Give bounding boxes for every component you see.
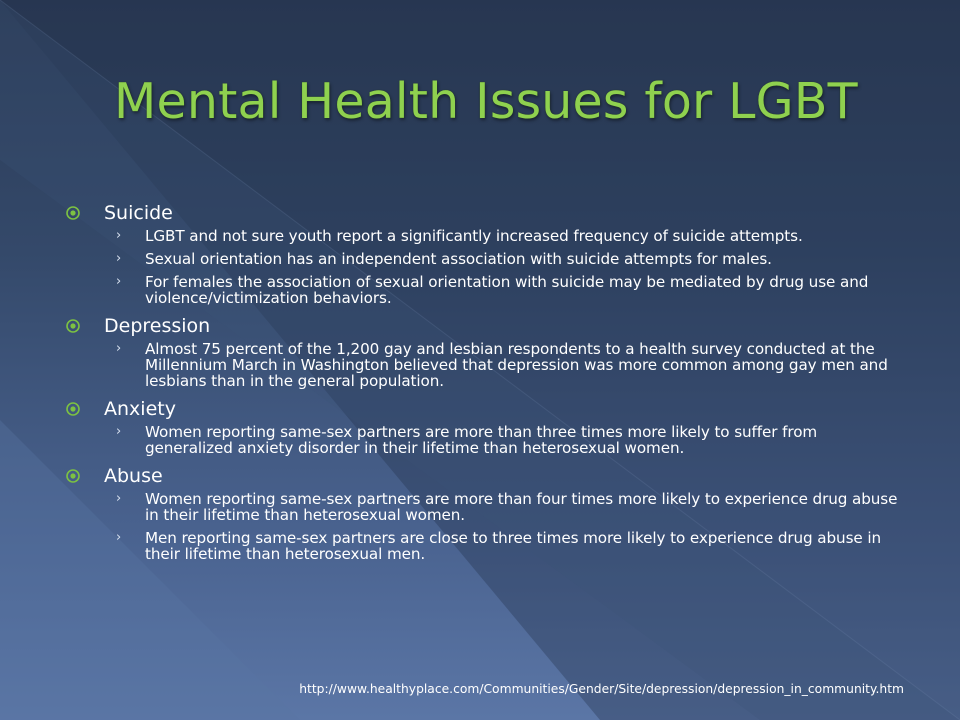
source-link[interactable]: http://www.healthyplace.com/Communities/Gender/Site/depression/depression_in_community.htm [299, 682, 904, 696]
chevron-right-icon: › [116, 530, 122, 545]
section-heading-text: Suicide [104, 202, 173, 224]
target-bullet-icon [66, 206, 80, 220]
list-item [66, 491, 906, 523]
section-suicide [66, 200, 906, 306]
list-item [66, 530, 906, 562]
sub-list [66, 228, 906, 306]
section-heading [66, 313, 906, 339]
target-bullet-icon [66, 319, 80, 333]
list-item-text: Women reporting same-sex partners are more than three times more likely to suffer from generalized anxiety disorder in their lifetime than heterosexual women. [145, 423, 818, 457]
list-item [66, 228, 906, 244]
list-item-text: For females the association of sexual orientation with suicide may be mediated by drug use and violence/victimization behaviors. [145, 273, 869, 307]
list-item-text: Women reporting same-sex partners are more than four times more likely to experience drug abuse in their lifetime than heterosexual women. [145, 490, 898, 524]
chevron-right-icon: › [116, 424, 122, 439]
list-item [66, 274, 906, 306]
list-item-text: Men reporting same-sex partners are close to three times more likely to experience drug abuse in their lifetime than heterosexual men. [145, 529, 882, 563]
section-heading-text: Abuse [104, 465, 163, 487]
target-bullet-icon [66, 469, 80, 483]
list-item-text: Sexual orientation has an independent association with suicide attempts for males. [145, 250, 772, 268]
chevron-right-icon: › [116, 491, 122, 506]
chevron-right-icon: › [116, 341, 122, 356]
list-item [66, 251, 906, 267]
slide-title: Mental Health Issues for LGBT [114, 73, 858, 130]
chevron-right-icon: › [116, 251, 122, 266]
section-heading [66, 200, 906, 226]
list-item-text: LGBT and not sure youth report a significantly increased frequency of suicide attempts. [145, 227, 803, 245]
sub-list [66, 491, 906, 562]
section-abuse [66, 463, 906, 562]
chevron-right-icon: › [116, 228, 122, 243]
target-bullet-icon [66, 402, 80, 416]
section-depression [66, 313, 906, 389]
section-anxiety [66, 396, 906, 456]
section-heading [66, 396, 906, 422]
section-heading-text: Anxiety [104, 398, 176, 420]
list-item [66, 424, 906, 456]
section-heading [66, 463, 906, 489]
bullet-content [66, 200, 906, 569]
chevron-right-icon: › [116, 274, 122, 289]
sub-list [66, 424, 906, 456]
list-item [66, 341, 906, 389]
list-item-text: Almost 75 percent of the 1,200 gay and lesbian respondents to a health survey conducted at the Millennium March in Washington believed that depression was more common among gay men and lesbians than in the general population. [145, 340, 888, 390]
section-heading-text: Depression [104, 315, 211, 337]
sub-list [66, 341, 906, 389]
